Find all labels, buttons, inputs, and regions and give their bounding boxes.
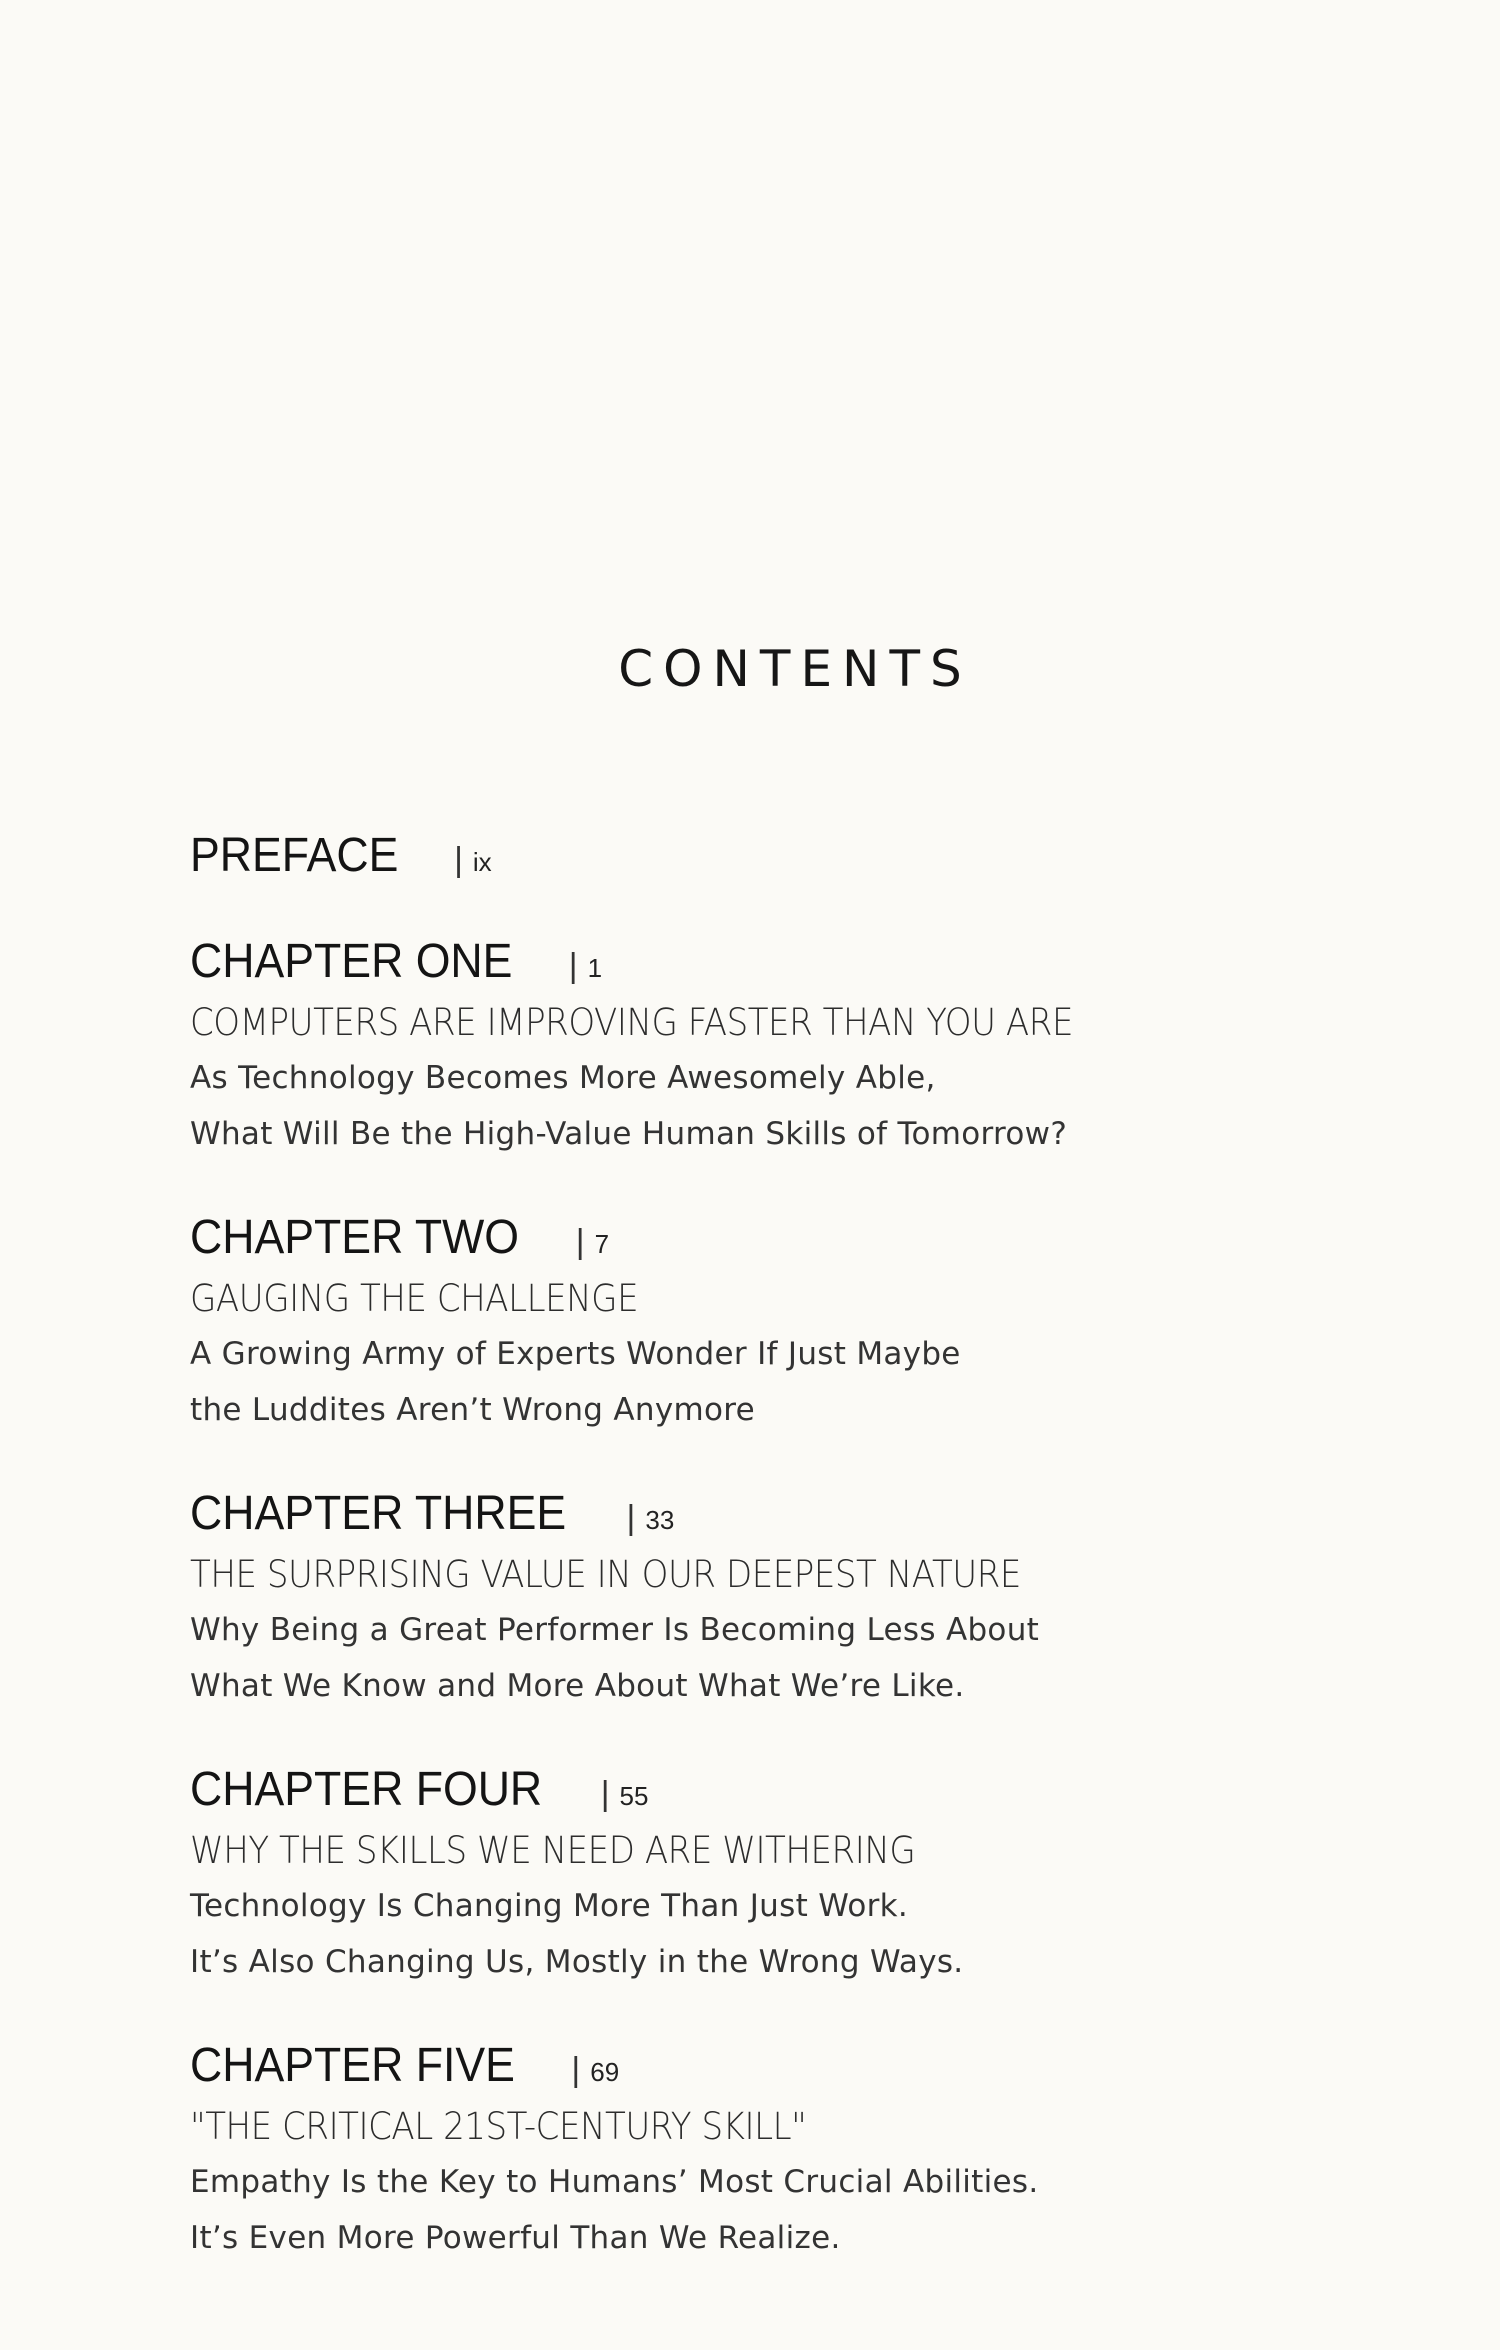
page-reference: | 33 <box>626 1499 675 1537</box>
page-reference: | 7 <box>575 1223 610 1261</box>
chapter-description-line: As Technology Becomes More Awesomely Able, <box>190 1060 936 1096</box>
page-reference: | 1 <box>568 947 603 985</box>
toc-entry-chapter-five <box>190 2038 1390 2266</box>
entry-title: CHAPTER FIVE <box>190 2039 515 2092</box>
chapter-subtitle: WHY THE SKILLS WE NEED ARE WITHERING <box>190 1829 916 1872</box>
entry-heading <box>190 934 1390 989</box>
entry-heading <box>190 1210 1390 1265</box>
page-number: 1 <box>587 953 603 983</box>
chapter-description-line: It’s Even More Powerful Than We Realize. <box>190 2220 841 2256</box>
toc-entry-chapter-three <box>190 1486 1390 1714</box>
entry-heading <box>190 1486 1390 1541</box>
toc-entry-chapter-one <box>190 934 1390 1162</box>
page-number: 55 <box>619 1781 649 1811</box>
toc-entry-chapter-four <box>190 1762 1390 1990</box>
chapter-description-line: What Will Be the High-Value Human Skills of Tomorrow? <box>190 1116 1068 1152</box>
entry-heading <box>190 828 1390 883</box>
chapter-subtitle: GAUGING THE CHALLENGE <box>190 1277 639 1320</box>
toc-entry-chapter-two <box>190 1210 1390 1438</box>
entry-heading <box>190 2038 1390 2093</box>
page-reference: | 69 <box>571 2051 620 2089</box>
chapter-description-line: the Luddites Aren’t Wrong Anymore <box>190 1392 756 1428</box>
page-number: 7 <box>594 1229 610 1259</box>
entry-title: CHAPTER TWO <box>190 1211 520 1264</box>
chapter-description-line: It’s Also Changing Us, Mostly in the Wrong Ways. <box>190 1944 964 1980</box>
chapter-subtitle: "THE CRITICAL 21ST-CENTURY SKILL" <box>190 2105 807 2148</box>
entry-title: CHAPTER THREE <box>190 1487 567 1540</box>
chapter-description-line: Why Being a Great Performer Is Becoming Less About <box>190 1612 1040 1648</box>
chapter-description-line: Technology Is Changing More Than Just Work. <box>190 1888 909 1924</box>
chapter-subtitle: COMPUTERS ARE IMPROVING FASTER THAN YOU ARE <box>190 1001 1073 1044</box>
chapter-subtitle: THE SURPRISING VALUE IN OUR DEEPEST NATURE <box>190 1553 1021 1596</box>
entry-heading <box>190 1762 1390 1817</box>
chapter-description-line: What We Know and More About What We’re Like. <box>190 1668 965 1704</box>
page-reference: | ix <box>454 841 492 879</box>
page-reference: | 55 <box>600 1775 649 1813</box>
toc-entry-preface <box>190 828 1390 883</box>
entry-title: CHAPTER FOUR <box>190 1763 543 1816</box>
chapter-description-line: Empathy Is the Key to Humans’ Most Crucial Abilities. <box>190 2164 1039 2200</box>
contents-heading: CONTENTS <box>618 640 972 698</box>
entry-title: PREFACE <box>190 829 399 882</box>
chapter-description-line: A Growing Army of Experts Wonder If Just Maybe <box>190 1336 961 1372</box>
page-number: 33 <box>645 1505 675 1535</box>
page-number: 69 <box>590 2057 620 2087</box>
page-number: ix <box>472 847 492 877</box>
entry-title: CHAPTER ONE <box>190 935 513 988</box>
